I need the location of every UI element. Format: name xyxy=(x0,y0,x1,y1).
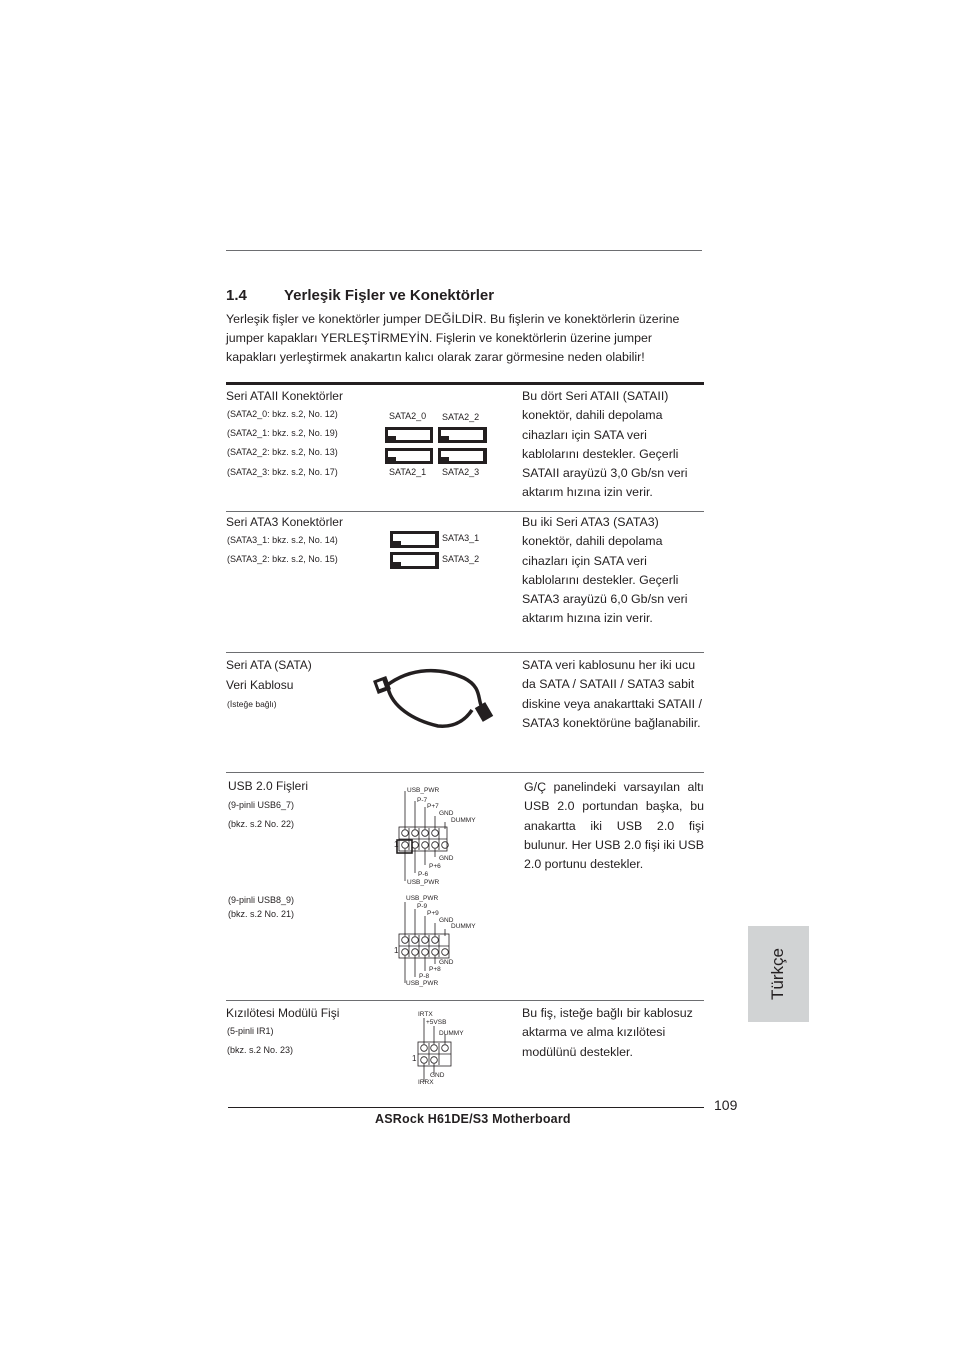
pin-label: P+7 xyxy=(427,803,439,810)
row-divider xyxy=(226,511,704,512)
pin-label: USB_PWR xyxy=(406,980,439,987)
sata3-title: Seri ATA3 Konektörler xyxy=(226,515,343,529)
sata-port-icon xyxy=(438,448,487,464)
sata3-ref-0: (SATA3_1: bkz. s.2, No. 14) xyxy=(227,535,338,545)
sata3-description: Bu iki Seri ATA3 (SATA3) konektör, dahili depolama cihazları için SATA veri kablolarını destekler. Geçerli SATA3 arayüzü 6,0 Gb/sn veri aktarım hızına izin verir. xyxy=(522,515,688,626)
pin-label: GND xyxy=(439,855,454,862)
usb8-9-header-diagram xyxy=(394,893,484,991)
usb-title: USB 2.0 Fişleri xyxy=(228,779,309,793)
sataii-label-1: SATA2_1 xyxy=(389,467,427,477)
pin-label: DUMMY xyxy=(439,1030,464,1037)
sataii-description: Bu dört Seri ATAII (SATAII) konektör, dahili depolama cihazları için SATA veri kablolarını destekler. Geçerli SATAII arayüzü 3,0 Gb/sn veri aktarım hızına izin verir. xyxy=(522,389,688,500)
sataii-ref-1: (SATA2_1: bkz. s.2, No. 19) xyxy=(227,428,338,438)
table-top-rule xyxy=(226,382,704,385)
sata3-label-2: SATA3_2 xyxy=(442,554,480,564)
pin1-marker: 1 xyxy=(394,840,399,849)
pin-header-drawing xyxy=(394,785,484,889)
ir-ref-1: (5-pinli IR1) xyxy=(227,1026,274,1036)
sata-port-icon xyxy=(385,427,433,443)
usb-ref-2b: (bkz. s.2 No. 21) xyxy=(228,909,295,919)
pin-label: P+6 xyxy=(429,863,441,870)
sataii-label-3: SATA2_3 xyxy=(442,467,480,477)
pin-label: GND xyxy=(430,1072,445,1079)
section-title: Yerleşik Fişler ve Konektörler xyxy=(284,287,495,304)
section-number: 1.4 xyxy=(226,287,247,304)
ir-description: Bu fiş, isteğe bağlı bir kablosuz aktarma ve alma kızılötesi modülünü destekler. xyxy=(522,1006,693,1059)
pin-label: P+8 xyxy=(429,966,441,973)
usb-description: G/Ç panelindeki varsayılan altı USB 2.0 portundan başka, bu anakartta iki USB 2.0 fişi bulunur. Her USB 2.0 fişi iki USB 2.0 portunu destekler. xyxy=(524,780,704,872)
row-divider xyxy=(226,652,704,653)
sataii-label-2: SATA2_2 xyxy=(442,412,480,422)
sata-port-icon xyxy=(390,531,439,548)
pin-label: GND xyxy=(439,810,454,817)
sata3-connectors-diagram xyxy=(389,530,441,570)
pin-label: USB_PWR xyxy=(407,787,440,794)
language-tab-label: Türkçe xyxy=(768,948,787,1000)
pin-label: IRTX xyxy=(418,1011,433,1018)
pin-label: USB_PWR xyxy=(406,895,439,902)
usb-ref-1b: (bkz. s.2 No. 22) xyxy=(228,819,295,829)
pin-label: P-9 xyxy=(417,903,428,910)
pin-label: DUMMY xyxy=(451,923,476,930)
sata-port-icon xyxy=(390,552,439,569)
pin-label: USB_PWR xyxy=(407,879,440,886)
usb-ref-1a: (9-pinli USB6_7) xyxy=(228,800,295,810)
pin-label: GND xyxy=(439,959,454,966)
sataii-label-0: SATA2_0 xyxy=(389,411,427,421)
pin-label: GND xyxy=(439,917,454,924)
sataii-title: Seri ATAII Konektörler xyxy=(226,389,343,403)
sata-cable-illustration xyxy=(372,666,498,732)
pin-label: P-6 xyxy=(418,871,429,878)
pin-label: P-7 xyxy=(417,797,428,804)
sataii-connectors-diagram xyxy=(384,426,488,466)
pin-header-drawing xyxy=(394,893,484,991)
ir-header-diagram xyxy=(410,1010,480,1090)
sata3-label-1: SATA3_1 xyxy=(442,533,480,543)
language-side-tab xyxy=(748,926,809,1022)
ir-title: Kızılötesi Modülü Fişi xyxy=(226,1006,340,1020)
intro-paragraph: Yerleşik fişler ve konektörler jumper DEĞİLDİR. Bu fişlerin ve konektörlerin üzerine jumper kapakları YERLEŞTİRMEYİN. Fişlerin ve konektörlerin üzerine jumper kapakları yerleştirmek anakartın kalıcı olarak zarar görmesine neden olabilir! xyxy=(226,312,680,364)
section-heading xyxy=(226,287,494,304)
footer-product-name: ASRock H61DE/S3 Motherboard xyxy=(375,1112,571,1126)
sataii-ref-2: (SATA2_2: bkz. s.2, No. 13) xyxy=(227,447,338,457)
sataii-ref-3: (SATA2_3: bkz. s.2, No. 17) xyxy=(227,467,338,477)
footer-rule xyxy=(228,1107,704,1108)
sata-port-icon xyxy=(438,427,487,443)
usb-ref-2a: (9-pinli USB8_9) xyxy=(228,895,295,905)
sata-port-icon xyxy=(385,448,433,464)
pin-label: DUMMY xyxy=(451,817,476,824)
ir-ref-2: (bkz. s.2 No. 23) xyxy=(227,1045,294,1055)
pin1-marker: 1 xyxy=(394,946,399,955)
cable-description: SATA veri kablosunu her iki ucu da SATA / SATAII / SATA3 sabit diskine veya anakarttaki SATAII / SATA3 konektörüne bağlanabilir. xyxy=(522,658,702,730)
cable-title: Seri ATA (SATA) xyxy=(226,658,312,672)
pin-label: +5VSB xyxy=(426,1019,447,1026)
row-divider xyxy=(226,1000,704,1001)
pin-label: IRRX xyxy=(418,1079,434,1086)
top-rule xyxy=(226,250,702,251)
cable-optional-note: (İsteğe bağlı) xyxy=(227,699,277,709)
page-number: 109 xyxy=(714,1097,738,1113)
sataii-ref-0: (SATA2_0: bkz. s.2, No. 12) xyxy=(227,409,338,419)
cable-title-2: Veri Kablosu xyxy=(226,678,294,692)
pin-label: P+9 xyxy=(427,910,439,917)
sata3-ref-1: (SATA3_2: bkz. s.2, No. 15) xyxy=(227,554,338,564)
pin-label: P-8 xyxy=(419,973,430,980)
usb6-7-header-diagram xyxy=(394,785,484,889)
row-divider xyxy=(226,772,704,773)
pin1-marker: 1 xyxy=(412,1054,417,1063)
